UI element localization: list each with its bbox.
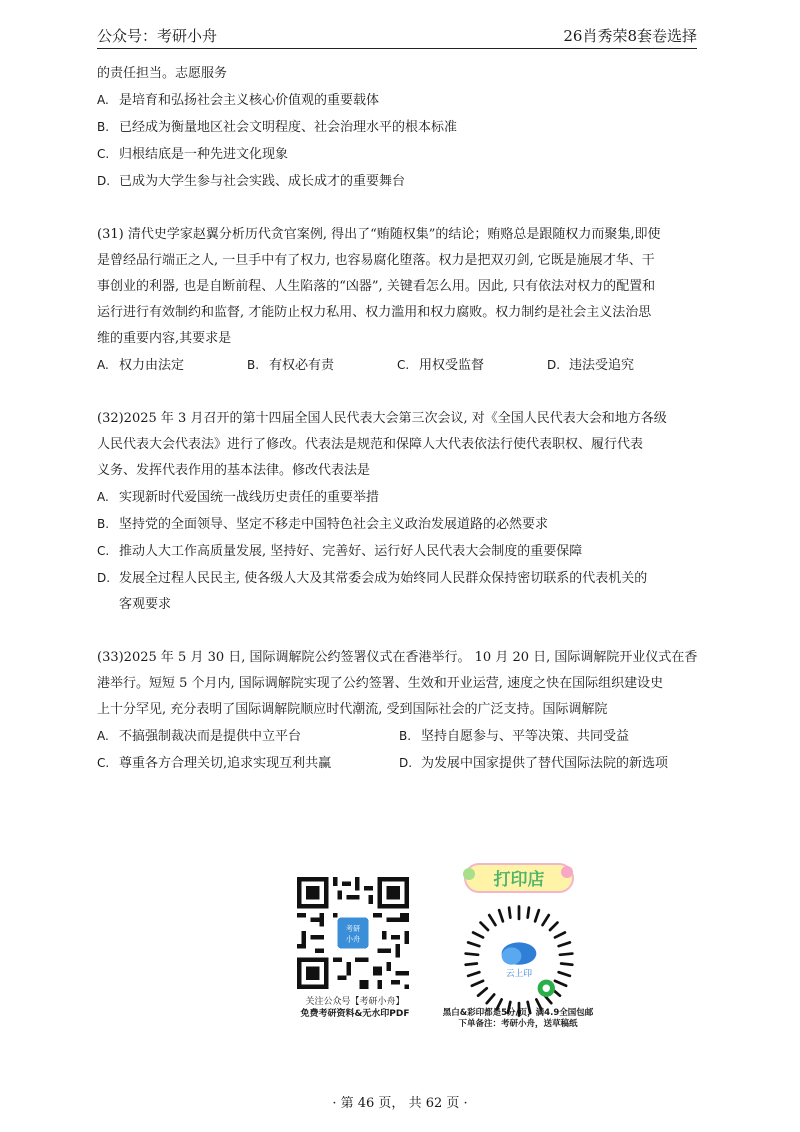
option-a xyxy=(97,352,247,379)
option-label: A. xyxy=(97,490,109,504)
question-stem-line: 是曾经品行端正之人, 一旦手中有了权力, 也容易腐化堕落。权力是把双刃剑, 它既是施展才华、干 xyxy=(97,253,655,268)
option-text: 尊重各方合理关切,追求实现互利共赢 xyxy=(119,756,332,771)
qr1-badge-line2: 小舟 xyxy=(345,934,361,944)
option-text: 归根结底是一种先进文化现象 xyxy=(119,147,289,162)
option-b xyxy=(399,723,701,750)
question-stem: 的责任担当。志愿服务 xyxy=(97,66,228,81)
question-stem-line: 事创业的利器, 也是自断前程、人生陷落的“凶器”, 关键看怎么用。因此, 只有依法对权力的配置和 xyxy=(97,279,656,294)
option-label: C. xyxy=(97,544,110,558)
question-stem-line: 义务、发挥代表作用的基本法律。修改代表法是 xyxy=(97,463,371,478)
option-c xyxy=(97,750,399,777)
option-d xyxy=(97,565,703,592)
question-32 xyxy=(97,406,703,618)
page-footer: · 第 46 页， 共 62 页 · xyxy=(332,1096,468,1111)
option-text: 发展全过程人民民主, 使各级人大及其常委会成为始终同人民群众保持密切联系的代表机关的 xyxy=(119,571,648,586)
option-text: 用权受监督 xyxy=(419,358,485,373)
option-c xyxy=(97,141,703,168)
question-stem-line: (32)2025 年 3 月召开的第十四届全国人民代表大会第三次会议, 对《全国人民代表大会和地方各级 xyxy=(97,411,667,426)
question-33 xyxy=(97,645,703,777)
option-text: 推动人大工作高质量发展, 坚持好、完善好、运行好人民代表大会制度的重要保障 xyxy=(119,544,583,559)
option-label: D. xyxy=(399,756,413,770)
option-b xyxy=(97,511,703,538)
wechat-qr-code[interactable] xyxy=(297,877,409,989)
option-row xyxy=(97,352,703,379)
option-d xyxy=(547,352,697,379)
question-stem-line: 维的重要内容,其要求是 xyxy=(97,331,232,346)
qr2-caption xyxy=(433,1008,603,1030)
option-label: A. xyxy=(97,358,109,372)
option-text: 有权必有责 xyxy=(269,358,335,373)
question-stem-line: (33)2025 年 5 月 30 日, 国际调解院公约签署仪式在香港举行。 10 月 20 日, 国际调解院开业仪式在香 xyxy=(97,650,698,665)
option-text: 实现新时代爱国统一战线历史责任的重要举措 xyxy=(119,490,380,505)
qr1-caption-line1: 关注公众号【考研小舟】 xyxy=(305,997,405,1007)
question-stem-line: 运行进行有效制约和监督, 才能防止权力私用、权力滥用和权力腐败。权力制约是社会主义法治思 xyxy=(97,305,652,320)
option-text: 已成为大学生参与社会实践、成长成才的重要舞台 xyxy=(119,174,406,189)
option-text: 是培育和弘扬社会主义核心价值观的重要载体 xyxy=(119,93,380,108)
option-label: D. xyxy=(97,571,111,585)
option-label: C. xyxy=(97,147,110,161)
qr1-caption xyxy=(285,996,425,1020)
question-31 xyxy=(97,222,703,379)
option-c xyxy=(397,352,547,379)
qr1-caption-line2: 免费考研资料&无水印PDF xyxy=(300,1009,410,1019)
promo-section xyxy=(285,858,605,1033)
option-label: B. xyxy=(399,729,412,743)
option-text: 为发展中国家提供了替代国际法院的新选项 xyxy=(421,756,669,771)
question-stem-line: 港举行。短短 5 个月内, 国际调解院实现了公约签署、生效和开业运营, 速度之快在国际组织建设史 xyxy=(97,676,664,691)
question-stem-line: (31) 清代史学家赵翼分析历代贪官案例, 得出了“贿随权集”的结论；贿赂总是跟随权力而聚集,即使 xyxy=(97,227,661,242)
mini-program-code[interactable] xyxy=(457,899,581,1023)
header-left: 公众号：考研小舟 xyxy=(97,27,218,45)
option-label: B. xyxy=(97,517,110,531)
question-stem-line: 上十分罕见, 充分表明了国际调解院顺应时代潮流, 受到国际社会的广泛支持。国际调解院 xyxy=(97,702,608,717)
qr2-caption-line2: 下单备注：考研小舟，送草稿纸 xyxy=(458,1019,578,1029)
option-c xyxy=(97,538,703,565)
option-grid xyxy=(97,723,703,777)
option-label: B. xyxy=(97,120,110,134)
option-label: A. xyxy=(97,729,109,743)
question-30-tail xyxy=(97,61,703,195)
page-header xyxy=(97,26,697,49)
qr1-badge-line1: 考研 xyxy=(345,923,361,933)
option-a xyxy=(97,723,399,750)
option-b xyxy=(247,352,397,379)
print-shop-badge xyxy=(457,858,581,896)
option-label: D. xyxy=(547,358,561,372)
option-d xyxy=(399,750,701,777)
option-a xyxy=(97,87,703,114)
option-label: A. xyxy=(97,93,109,107)
question-stem-line: 人民代表大会代表法》进行了修改。代表法是规范和保障人大代表依法行使代表职权、履行代表 xyxy=(97,437,644,452)
option-label: C. xyxy=(397,358,410,372)
page-content xyxy=(97,61,703,777)
option-text: 坚持自愿参与、平等决策、共同受益 xyxy=(421,729,630,744)
option-a xyxy=(97,484,703,511)
option-text: 违法受追究 xyxy=(569,358,635,373)
option-text: 坚持党的全面领导、坚定不移走中国特色社会主义政治发展道路的必然要求 xyxy=(119,517,549,532)
option-label: D. xyxy=(97,174,111,188)
option-label: C. xyxy=(97,756,110,770)
shop-badge-text: 打印店 xyxy=(493,870,545,890)
qr2-caption-line1: 黑白&彩印都是5分/页，满4.9全国包邮 xyxy=(442,1008,594,1018)
option-d-continued: 客观要求 xyxy=(119,597,172,612)
option-label: B. xyxy=(247,358,260,372)
header-right: 26肖秀荣8套卷选择 xyxy=(563,27,697,45)
qr2-center-text: 云上印 xyxy=(505,968,533,979)
option-text: 权力由法定 xyxy=(119,358,185,373)
option-text: 不搞强制裁决而是提供中立平台 xyxy=(119,729,302,744)
option-d xyxy=(97,168,703,195)
option-text: 已经成为衡量地区社会文明程度、社会治理水平的根本标准 xyxy=(119,120,458,135)
option-b xyxy=(97,114,703,141)
